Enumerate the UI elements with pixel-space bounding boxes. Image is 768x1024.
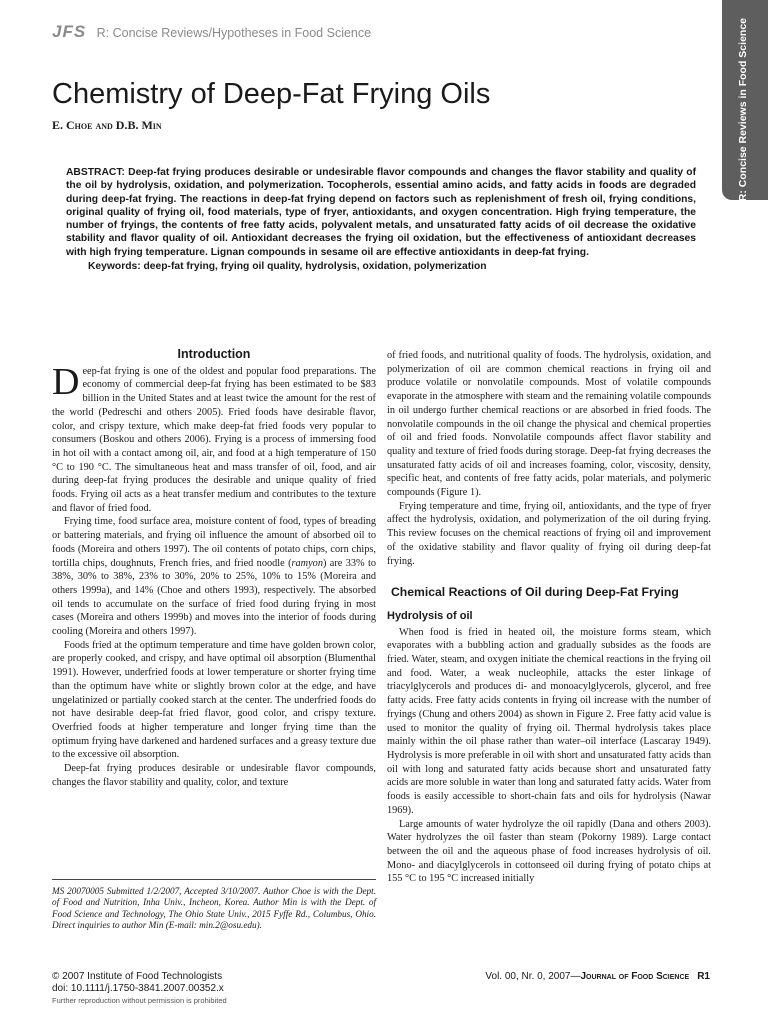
copyright-line: © 2007 Institute of Food Technologists (52, 971, 223, 982)
keywords-text: deep-fat frying, frying oil quality, hydrolysis, oxidation, polymerization (140, 261, 487, 273)
manuscript-footnote: MS 20070005 Submitted 1/2/2007, Accepted 3/10/2007. Author Choe is with the Dept. of Food and Nutrition, Inha Univ., Incheon, Korea. Author Min is with the Dept. of Food Science and Technology, The Ohio State Univ., 2015 Fyffe Rd., Columbus, Ohio. Direct inquiries to author Min (E-mail: min.2@osu.edu). (52, 879, 376, 931)
ramyon-italic: ramyon (291, 557, 323, 569)
page-number: R1 (697, 971, 710, 982)
footer-left (52, 971, 227, 1007)
journal-abbreviation: JFS (52, 22, 87, 41)
subheading-hydrolysis: Hydrolysis of oil (387, 609, 473, 622)
section-side-tab (722, 0, 768, 200)
intro-paragraph-2-text-b: ) are 33% to 38%, 30% to 38%, 23% to 30%, 20% to 25%, 10% to 15% (Moreira and others 1999a), and 14% (Choe and others 1993), respectively. The absorbed oil tends to accumulate on the surface of fried food during frying in most cases (Moreira and others 1999b) and moves into the interior of foods during cooling (Moreira and others 1997). (52, 557, 377, 638)
intro-paragraph-1 (52, 360, 376, 516)
journal-name: Journal of Food Science (580, 971, 690, 982)
drop-cap: D (52, 360, 80, 403)
author-line (52, 118, 162, 133)
keywords-label: Keywords: (88, 261, 141, 273)
article-title: Chemistry of Deep-Fat Frying Oils (52, 78, 491, 110)
doi-line: doi: 10.1111/j.1750-3841.2007.00352.x (52, 983, 224, 994)
intro-paragraph-1-text: eep-fat frying is one of the oldest and popular food preparations. The economy of commercial deep-fat frying has been estimated to be $83 billion in the United States and at least twice the amount for the rest of the world (Pedreschi and others 2005). Fried foods have desirable flavor, color, and crispy texture, which make deep-fat fried foods very popular to consumers (Boskou and others 2006). Frying is a process of immersing food in hot oil with a contact among oil, air, and food at a high temperature of 150 °C to 190 °C. The simultaneous heat and mass transfer of oil, food, and air during deep-fat frying produces the desirable and unique quality of fried foods. Frying oil acts as a heat transfer medium and contributes to the texture and flavor of fried food. (52, 365, 376, 514)
reproduction-notice: Further reproduction without permission is prohibited (52, 996, 227, 1005)
section-label: R: Concise Reviews/Hypotheses in Food Science (96, 26, 372, 40)
running-header (52, 22, 692, 46)
side-tab-label: R: Concise Reviews in Food Science (737, 18, 749, 202)
keywords-line (66, 260, 696, 273)
intro-paragraph-2-text-a: Frying time, food surface area, moisture content of food, types of breading or battering materials, and frying oil influence the amount of absorbed oil to foods (Moreira and others 1997). The oil contents of potato chips, corn chips, tortilla chips, doughnuts, French fries, and fried noodle ( (52, 516, 376, 569)
left-column (52, 348, 376, 790)
right-paragraph-4: Large amounts of water hydrolyze the oil rapidly (Dana and others 2003). Water hydrolyzes the oil faster than steam (Pokorny 1989). Large contact between the oil and the aqueous phase of food increases hydrolysis of oil. Mono- and diacylglycerols in cottonseed oil during frying of potato chips at 155 °C to 195 °C increased initially (387, 818, 711, 885)
abstract-label: ABSTRACT: (66, 167, 125, 178)
section-heading-chemical-reactions: Chemical Reactions of Oil during Deep-Fat Frying (391, 585, 679, 600)
right-paragraph-2: Frying temperature and time, frying oil, antioxidants, and the type of fryer affect the hydrolysis, oxidation, and polymerization of the oil during frying. This review focuses on the chemical reactions of frying oil and improvement of the oxidative stability and flavor quality of frying oil during deep-fat frying. (387, 500, 711, 567)
author-second-surname: Min (141, 118, 162, 132)
author-first-initials: E. (52, 118, 67, 132)
intro-paragraph-3: Foods fried at the optimum temperature and time have golden brown color, are properly cooked, and crispy, and have optimal oil absorption (Blumenthal 1991). However, underfried foods at lower temperature or shorter frying time than the optimum have white or slightly brown color at the edge, and have ungelatinized or partially cooked starch at the center. The underfried foods do not have desirable deep-fat fried flavor, good color, and crispy texture. Overfried foods at higher temperature and longer frying time than the optimum frying have darkened and hardened surfaces and a greasy texture due to the excessive oil absorption. (52, 639, 376, 761)
right-column (387, 349, 711, 886)
footer-right (485, 971, 710, 982)
abstract-text: Deep-fat frying produces desirable or undesirable flavor compounds and changes the flavor stability and quality of the oil by hydrolysis, oxidation, and polymerization. Tocopherols, essential amino acids, and fatty acids in foods are degraded during deep-fat frying. The reactions in deep-fat frying depend on factors such as replenishment of fresh oil, frying conditions, original quality of frying oil, food materials, type of fryer, antioxidants, and oxygen concentration. High frying temperature, the number of fryings, the contents of free fatty acids, polyvalent metals, and unsaturated fatty acids of oil decrease the oxidative stability and flavor quality of oil. Antioxidant decreases the frying oil oxidation, but the effectiveness of antioxidant decreases with high frying temperature. Lignan compounds in sesame oil are effective antioxidants in deep-fat frying. (66, 167, 696, 258)
intro-paragraph-4: Deep-fat frying produces desirable or undesirable flavor compounds, changes the flavor stability and quality, color, and texture (52, 763, 376, 788)
right-paragraph-1: of fried foods, and nutritional quality of foods. The hydrolysis, oxidation, and polymerization of oil are common chemical reactions in frying oil and produce volatile or nonvolatile compounds. Most of volatile compounds evaporate in the atmosphere with steam and the remaining volatile compounds in oil undergo further chemical reactions or are absorbed in fried foods. The nonvolatile compounds in the oil change the physical and chemical properties of oil and fried foods. Nonvolatile compounds affect flavor stability and quality and texture of fried foods during storage. Deep-fat frying decreases the unsaturated fatty acids of oil and increases foaming, color, viscosity, density, specific heat, and contents of free fatty acids, polar materials, and polymeric compounds (Figure 1). (387, 350, 711, 499)
abstract (66, 166, 696, 273)
intro-paragraph-2 (52, 515, 376, 638)
right-paragraph-3: When food is fried in heated oil, the moisture forms steam, which evaporates with a bubbling action and gradually subsides as the foods are fried. Water, steam, and oxygen initiate the chemical reactions in the frying oil and food. Water, a weak nucleophile, attacks the ester linkage of triacylglycerols and produces di- and monoacylglycerols, glycerol, and free fatty acids. Free fatty acids contents in frying oil increase with the number of fryings (Chung and others 2004) as shown in Figure 2. Free fatty acid value is used to monitor the quality of frying oil. Thermal hydrolysis takes place mainly within the oil phase rather than water–oil interface (Lascaray 1949). Hydrolysis is more preferable in oil with short and unsaturated fatty acids than oil with long and saturated fatty acids because short and unsaturated fatty acids are more soluble in water than long and saturated fatty acids. Water from foods is easily accessible to short-chain fats and oils for hydrolysis (Nawar 1969). (387, 626, 711, 816)
author-second-initials: D.B. (112, 118, 142, 132)
volume-info: Vol. 00, Nr. 0, 2007— (485, 971, 581, 982)
introduction-heading: Introduction (177, 347, 251, 361)
author-first-surname: Choe and (66, 118, 113, 132)
